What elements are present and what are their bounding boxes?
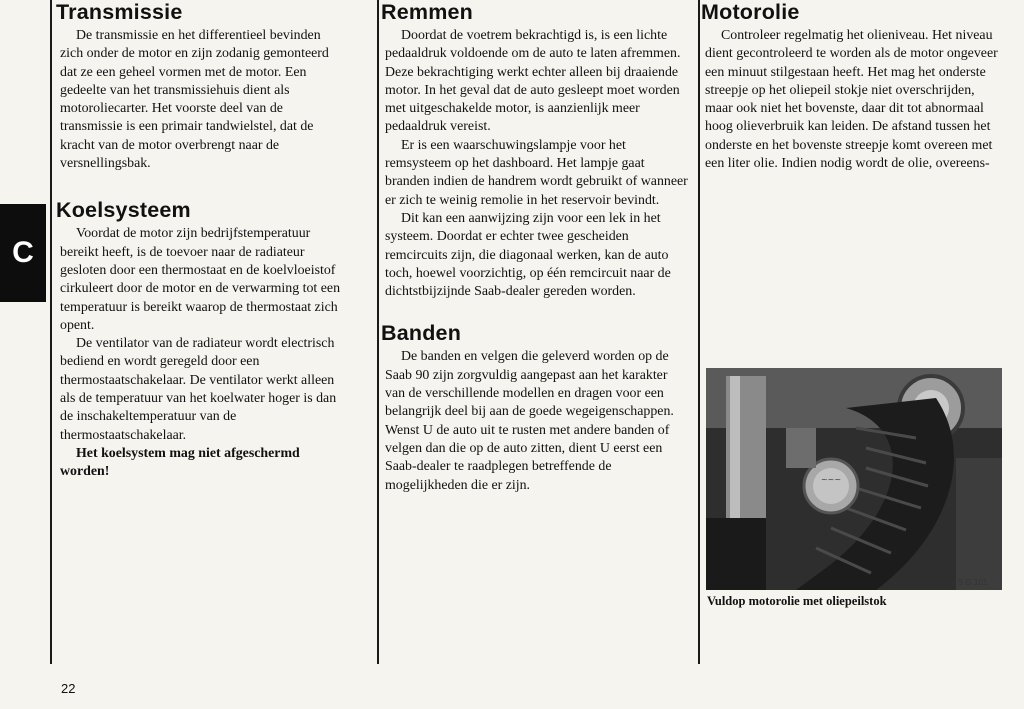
paragraph: De banden en velgen die geleverd worden op de Saab 90 zijn zorgvuldig aangepast aan het karakter van de verschillende modellen en dragen voor een belangrijk deel bij aan de goede wegeigenschappen. Wenst U de auto uit te rusten met andere banden of velgen dan die op de auto zitten, dient U eerst een Saab-dealer te raadplegen betreffende de mogelijkheden die er zijn. — [385, 349, 674, 493]
figure-code: S G 101 — [958, 578, 988, 587]
figure-caption: Vuldop motorolie met oliepeilstok — [707, 594, 887, 608]
column-1 — [56, 0, 342, 482]
column-rule-right — [698, 0, 700, 664]
paragraph: De ventilator van de radiateur wordt electrisch bediend en wordt geregeld door een thermostaatschakelaar. De ventilator werkt alleen als de temperatuur van het koelwater hoger is dan de inschakeltemperatuur van de thermostaatschakelaar. — [60, 336, 337, 443]
warning-paragraph: Het koelsystem mag niet afgeschermd worden! — [60, 445, 300, 480]
paragraph: Controleer regelmatig het olieniveau. Het niveau dient gecontroleerd te worden als de motor ongeveer een minuut stilgestaan heeft. Het mag het onderste streepje op het oliepeil stokje niet overschrijden, maar ook niet het bovenste, daar dit tot abnormaal hoog olieverbruik kan leiden. De afstand tussen het onderste en het bovenste streepje komt overeen met een liter olie. Indien nodig wordt de olie, overeens- — [705, 28, 998, 172]
engine-photo — [706, 368, 1002, 590]
section-tab: C — [0, 204, 46, 302]
column-2 — [381, 0, 688, 495]
page-number: 22 — [61, 681, 76, 696]
paragraph: Doordat de voetrem bekrachtigd is, is een lichte pedaaldruk voldoende om de auto te laten afremmen. Deze bekrachtiging werkt echter alleen bij draaiende motor. In het geval dat de auto gesleept moet worden met uitgeschakelde motor, is aanzienlijk meer pedaaldruk vereist. — [385, 28, 681, 135]
paragraph: Er is een waarschuwingslampje voor het remsysteem op het dashboard. Het lampje gaat branden indien de handrem wordt gebruikt of wanneer er zich te weinig remolie in het reservoir bevindt. — [385, 137, 688, 208]
paragraph: Dit kan een aanwijzing zijn voor een lek in het systeem. Doordat er echter twee gescheiden remcircuits zijn, die diagonaal werken, kan de auto toch, hoewel voorzichtig, op één remcircuit naar de dichtstbijzijnde Saab-dealer gereden worden. — [385, 210, 671, 300]
heading-transmissie: Transmissie — [56, 0, 183, 24]
heading-koelsysteem: Koelsysteem — [56, 198, 191, 223]
svg-text:~~~: ~~~ — [820, 475, 842, 484]
column-3 — [701, 0, 1003, 173]
heading-remmen: Remmen — [381, 0, 474, 24]
column-rule-left — [50, 0, 52, 664]
column-rule-middle — [377, 0, 379, 664]
heading-motorolie: Motorolie — [701, 0, 800, 24]
heading-banden: Banden — [381, 321, 462, 346]
paragraph: De transmissie en het differentieel bevinden zich onder de motor en zijn zodanig gemonteerd dat ze een geheel vormen met de motor. Een gedeelte van het transmissiehuis dient als motoroliecarter. Het voorste deel van de transmissie is een primair tandwielstel, dat de kracht van de motor overbrengt naar de versnellingsbak. — [60, 28, 329, 172]
paragraph: Voordat de motor zijn bedrijfstemperatuur bereikt heeft, is de toevoer naar de radiateur gesloten door een thermostaat en de koelvloeistof cirkuleert door de motor en de verwarming tot een temperatuur is bereikt waarop de thermostaat zich opent. — [60, 226, 341, 333]
